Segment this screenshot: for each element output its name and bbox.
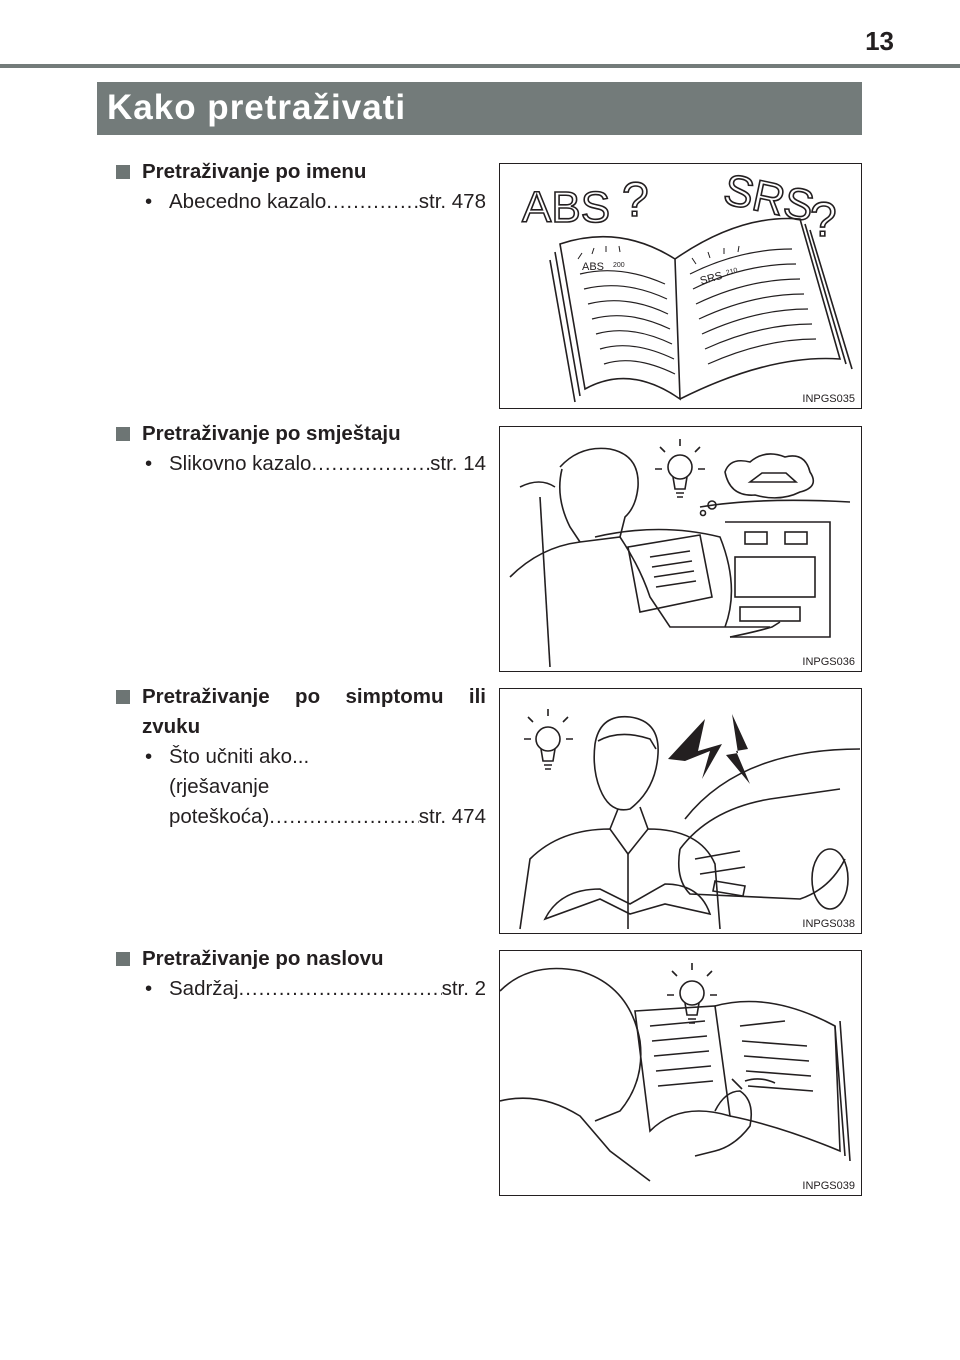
entry-text: Abecedno kazalo [169, 190, 327, 213]
section-heading-text: Pretraživanje po smještaju [142, 422, 401, 445]
section-by-location [116, 419, 486, 479]
figure-code: INPGS038 [802, 918, 855, 930]
title-bar [97, 82, 862, 135]
figure-label: ? [810, 194, 837, 247]
driver-illustration [500, 427, 861, 671]
lightbulb-icon [667, 963, 717, 1023]
page-ref: str. 474 [418, 805, 486, 828]
entry-text: poteškoća) [169, 805, 270, 828]
entry-line: Što učniti ako... [169, 745, 310, 768]
page-title: Kako pretraživati [107, 88, 407, 127]
section-by-title [116, 944, 486, 1004]
page-ref: str. 478 [418, 190, 486, 213]
figure-code: INPGS039 [802, 1180, 855, 1192]
entry-line [169, 974, 486, 1004]
bullet-square-icon [116, 690, 130, 704]
dot-leader [326, 187, 418, 217]
section-heading [116, 944, 486, 974]
lightbulb-icon [655, 439, 705, 497]
entry-line: (rješavanje [169, 775, 270, 798]
section-heading [116, 157, 486, 187]
figure-symptom [499, 688, 862, 934]
index-entry[interactable] [116, 449, 486, 479]
index-entry[interactable] [116, 187, 486, 217]
bullet-square-icon [116, 427, 130, 441]
figure-label: ? [622, 174, 649, 227]
page-ref: str. 14 [430, 452, 486, 475]
bullet-square-icon [116, 165, 130, 179]
figure-code: INPGS035 [802, 393, 855, 405]
figure-driver [499, 426, 862, 672]
figure-label: ABS [582, 261, 605, 273]
section-heading-text: Pretraživanje po simptomu ili zvuku [142, 685, 486, 738]
bullet-dot-icon: • [145, 977, 153, 1000]
section-by-symptom [116, 682, 486, 832]
bullet-dot-icon: • [145, 190, 153, 213]
bullet-dot-icon: • [145, 745, 153, 768]
section-by-name [116, 157, 486, 217]
figure-label: 210 [725, 267, 739, 277]
section-heading [116, 419, 486, 449]
section-heading [116, 682, 486, 742]
page-ref: str. 2 [441, 977, 486, 1000]
figure-label: SRS [719, 164, 819, 232]
reader-illustration [500, 951, 861, 1195]
section-heading-text: Pretraživanje po imenu [142, 160, 367, 183]
figure-contents [499, 950, 862, 1196]
index-entry[interactable] [116, 974, 486, 1004]
entry-line [169, 802, 486, 832]
lightbulb-icon [524, 709, 573, 769]
top-rule [0, 64, 960, 68]
entry-line [169, 187, 486, 217]
figure-book [499, 163, 862, 409]
entry-text: Slikovno kazalo [169, 452, 312, 475]
dot-leader [269, 802, 418, 832]
entry-text: Sadržaj [169, 977, 239, 1000]
dot-leader [239, 974, 442, 1004]
bullet-square-icon [116, 952, 130, 966]
index-entry[interactable] [116, 742, 486, 832]
entry-line [169, 449, 486, 479]
open-book-illustration [500, 164, 861, 408]
dot-leader [311, 449, 430, 479]
bullet-dot-icon: • [145, 452, 153, 475]
page-number: 13 [865, 26, 894, 56]
figure-label: ABS [522, 183, 611, 232]
symptom-illustration [500, 689, 861, 933]
figure-label: SRS [698, 269, 724, 288]
lightning-icon [668, 714, 750, 784]
section-heading-text: Pretraživanje po naslovu [142, 947, 384, 970]
figure-label: 200 [613, 262, 625, 269]
figure-code: INPGS036 [802, 656, 855, 668]
